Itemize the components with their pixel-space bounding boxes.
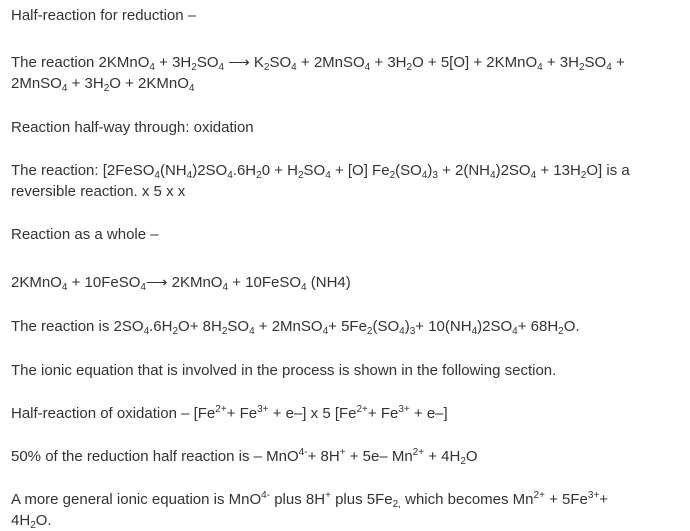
text-segment: + Fe bbox=[226, 405, 258, 422]
text-segment: + 10FeSO bbox=[67, 274, 141, 291]
subscript: 4 bbox=[512, 326, 518, 337]
text-segment: Half-reaction of oxidation – [Fe bbox=[11, 405, 216, 422]
text-segment: + [O] Fe bbox=[330, 162, 390, 179]
text-segment: plus 8H bbox=[270, 491, 326, 508]
text-segment: O+ 8H bbox=[178, 318, 222, 335]
text-segment: ) bbox=[427, 162, 433, 179]
superscript: 3+ bbox=[257, 404, 269, 415]
subscript: 4 bbox=[186, 170, 193, 181]
superscript: 4- bbox=[261, 490, 271, 501]
superscript: + bbox=[325, 490, 331, 501]
subscript: 4 bbox=[61, 83, 68, 94]
text-segment: plus 5Fe bbox=[330, 491, 393, 508]
superscript: 3+ bbox=[398, 404, 410, 415]
superscript: 2+ bbox=[533, 490, 545, 501]
superscript: + bbox=[339, 447, 346, 458]
text-segment: SO bbox=[584, 54, 607, 71]
superscript: 2+ bbox=[356, 404, 368, 415]
subscript: 2 bbox=[191, 62, 197, 73]
text-segment: + bbox=[611, 54, 625, 71]
text-segment: + 2MnSO bbox=[254, 318, 323, 335]
text-segment: + 3H bbox=[154, 54, 192, 71]
subscript: 4 bbox=[530, 170, 537, 181]
subscript: 3 bbox=[432, 170, 438, 181]
subscript: 4 bbox=[537, 62, 543, 73]
text-segment: O + 2KMnO bbox=[109, 75, 189, 92]
superscript: 3+ bbox=[587, 490, 600, 501]
text-segment: + 10(NH bbox=[415, 318, 472, 335]
text-segment: reversible reaction. x 5 x x bbox=[11, 183, 186, 200]
subscript: 2 bbox=[558, 326, 564, 337]
reduction-ionic-half-reaction bbox=[11, 446, 681, 467]
text-segment: Half-reaction for reduction – bbox=[11, 7, 197, 24]
superscript: 4- bbox=[298, 447, 308, 458]
subscript: 2 bbox=[103, 83, 110, 94]
subscript: 2 bbox=[578, 62, 585, 73]
subscript: 3 bbox=[409, 326, 416, 337]
text-segment: (SO bbox=[372, 318, 400, 335]
text-segment: + 5Fe bbox=[544, 491, 588, 508]
subscript: 4 bbox=[301, 282, 307, 293]
subscript: 4 bbox=[322, 326, 329, 337]
subscript: 4 bbox=[188, 83, 195, 94]
subscript: 4 bbox=[291, 62, 297, 73]
subscript: 2, bbox=[392, 499, 401, 510]
text-segment: ⟶ K bbox=[224, 54, 264, 71]
text-segment: 2KMnO bbox=[11, 274, 62, 291]
text-segment: 2MnSO bbox=[11, 75, 62, 92]
text-segment: + 3H bbox=[542, 54, 579, 71]
text-segment: + 68H bbox=[517, 318, 559, 335]
subscript: 2 bbox=[221, 326, 228, 337]
subscript: 2 bbox=[172, 326, 179, 337]
text-segment: (SO bbox=[395, 162, 422, 179]
general-ionic-equation bbox=[11, 489, 681, 531]
overall-reaction-products bbox=[11, 316, 681, 337]
subscript: 4 bbox=[154, 170, 160, 181]
subscript: 4 bbox=[149, 62, 155, 73]
subscript: 4 bbox=[143, 326, 150, 337]
subscript: 2 bbox=[297, 170, 304, 181]
text-segment: Reaction half-way through: oxidation bbox=[11, 119, 254, 136]
subscript: 2 bbox=[30, 520, 36, 531]
subscript: 4 bbox=[61, 282, 68, 293]
reduction-reaction-equation bbox=[11, 52, 681, 94]
text-segment: The reaction is 2SO bbox=[11, 318, 144, 335]
subscript: 2 bbox=[366, 326, 373, 337]
text-segment: SO bbox=[227, 318, 250, 335]
text-segment: The reaction 2KMnO bbox=[11, 54, 150, 71]
subscript: 4 bbox=[227, 170, 233, 181]
subscript: 4 bbox=[421, 170, 428, 181]
text-segment: SO bbox=[196, 54, 219, 71]
text-segment: + e–] bbox=[409, 405, 448, 422]
text-segment: )2SO bbox=[477, 318, 513, 335]
text-segment: The ionic equation that is involved in the process is shown in the following section. bbox=[11, 362, 557, 379]
oxidation-reaction-equation bbox=[11, 160, 681, 202]
text-segment: + 3H bbox=[370, 54, 407, 71]
text-segment: )2SO bbox=[495, 162, 531, 179]
text-segment: SO bbox=[269, 54, 292, 71]
text-segment: A more general ionic equation is MnO bbox=[11, 491, 262, 508]
text-segment: (NH4) bbox=[306, 274, 351, 291]
text-segment: ) bbox=[404, 318, 410, 335]
text-segment: + 13H bbox=[536, 162, 581, 179]
subscript: 4 bbox=[218, 62, 225, 73]
text-segment: .6H bbox=[149, 318, 173, 335]
text-segment: which becomes Mn bbox=[400, 491, 534, 508]
text-segment: + 3H bbox=[67, 75, 104, 92]
text-segment: O. bbox=[563, 318, 580, 335]
text-segment: O] is a bbox=[586, 162, 630, 179]
subscript: 2 bbox=[406, 62, 413, 73]
text-segment: ⟶ 2KMnO bbox=[145, 274, 223, 291]
subscript: 2 bbox=[256, 170, 262, 181]
text-segment: O + 5[O] + 2KMnO bbox=[412, 54, 538, 71]
subscript: 2 bbox=[460, 456, 466, 467]
superscript: 2+ bbox=[412, 447, 425, 458]
text-segment: + e–] x 5 [Fe bbox=[268, 405, 357, 422]
text-segment: + 2MnSO bbox=[296, 54, 365, 71]
text-segment: + Fe bbox=[367, 405, 399, 422]
subscript: 2 bbox=[389, 170, 396, 181]
subscript: 2 bbox=[580, 170, 587, 181]
subscript: 4 bbox=[140, 282, 146, 293]
subscript: 4 bbox=[399, 326, 405, 337]
text-segment: + 8H bbox=[307, 448, 340, 465]
superscript: 2+ bbox=[215, 404, 227, 415]
text-segment: Reaction as a whole – bbox=[11, 226, 159, 243]
heading-oxidation-half-reaction bbox=[11, 117, 681, 138]
text-segment: 0 + H bbox=[261, 162, 298, 179]
oxidation-ionic-half-reaction bbox=[11, 403, 681, 424]
text-segment: 50% of the reduction half reaction is – MnO bbox=[11, 448, 299, 465]
subscript: 4 bbox=[249, 326, 255, 337]
subscript: 4 bbox=[471, 326, 478, 337]
ionic-equation-intro bbox=[11, 360, 681, 381]
subscript: 4 bbox=[490, 170, 496, 181]
subscript: 4 bbox=[325, 170, 331, 181]
text-segment: O. bbox=[35, 512, 52, 529]
overall-reaction-equation bbox=[11, 272, 681, 293]
text-segment: 4H bbox=[11, 512, 31, 529]
text-segment: .6H bbox=[232, 162, 257, 179]
text-segment: The reaction: [2FeSO bbox=[11, 162, 155, 179]
text-segment: (NH bbox=[159, 162, 187, 179]
text-segment: + 10FeSO bbox=[228, 274, 302, 291]
subscript: 4 bbox=[222, 282, 229, 293]
text-segment: + bbox=[599, 491, 609, 508]
text-segment: + 5e– Mn bbox=[345, 448, 413, 465]
text-segment: + 5Fe bbox=[328, 318, 367, 335]
subscript: 2 bbox=[263, 62, 270, 73]
text-segment: + 4H bbox=[424, 448, 461, 465]
text-segment: + 2(NH bbox=[437, 162, 491, 179]
heading-overall-reaction bbox=[11, 224, 681, 245]
heading-reduction-half-reaction bbox=[11, 5, 681, 26]
text-segment: O bbox=[465, 448, 478, 465]
text-segment: )2SO bbox=[192, 162, 228, 179]
subscript: 4 bbox=[364, 62, 371, 73]
text-segment: SO bbox=[303, 162, 326, 179]
subscript: 4 bbox=[606, 62, 612, 73]
